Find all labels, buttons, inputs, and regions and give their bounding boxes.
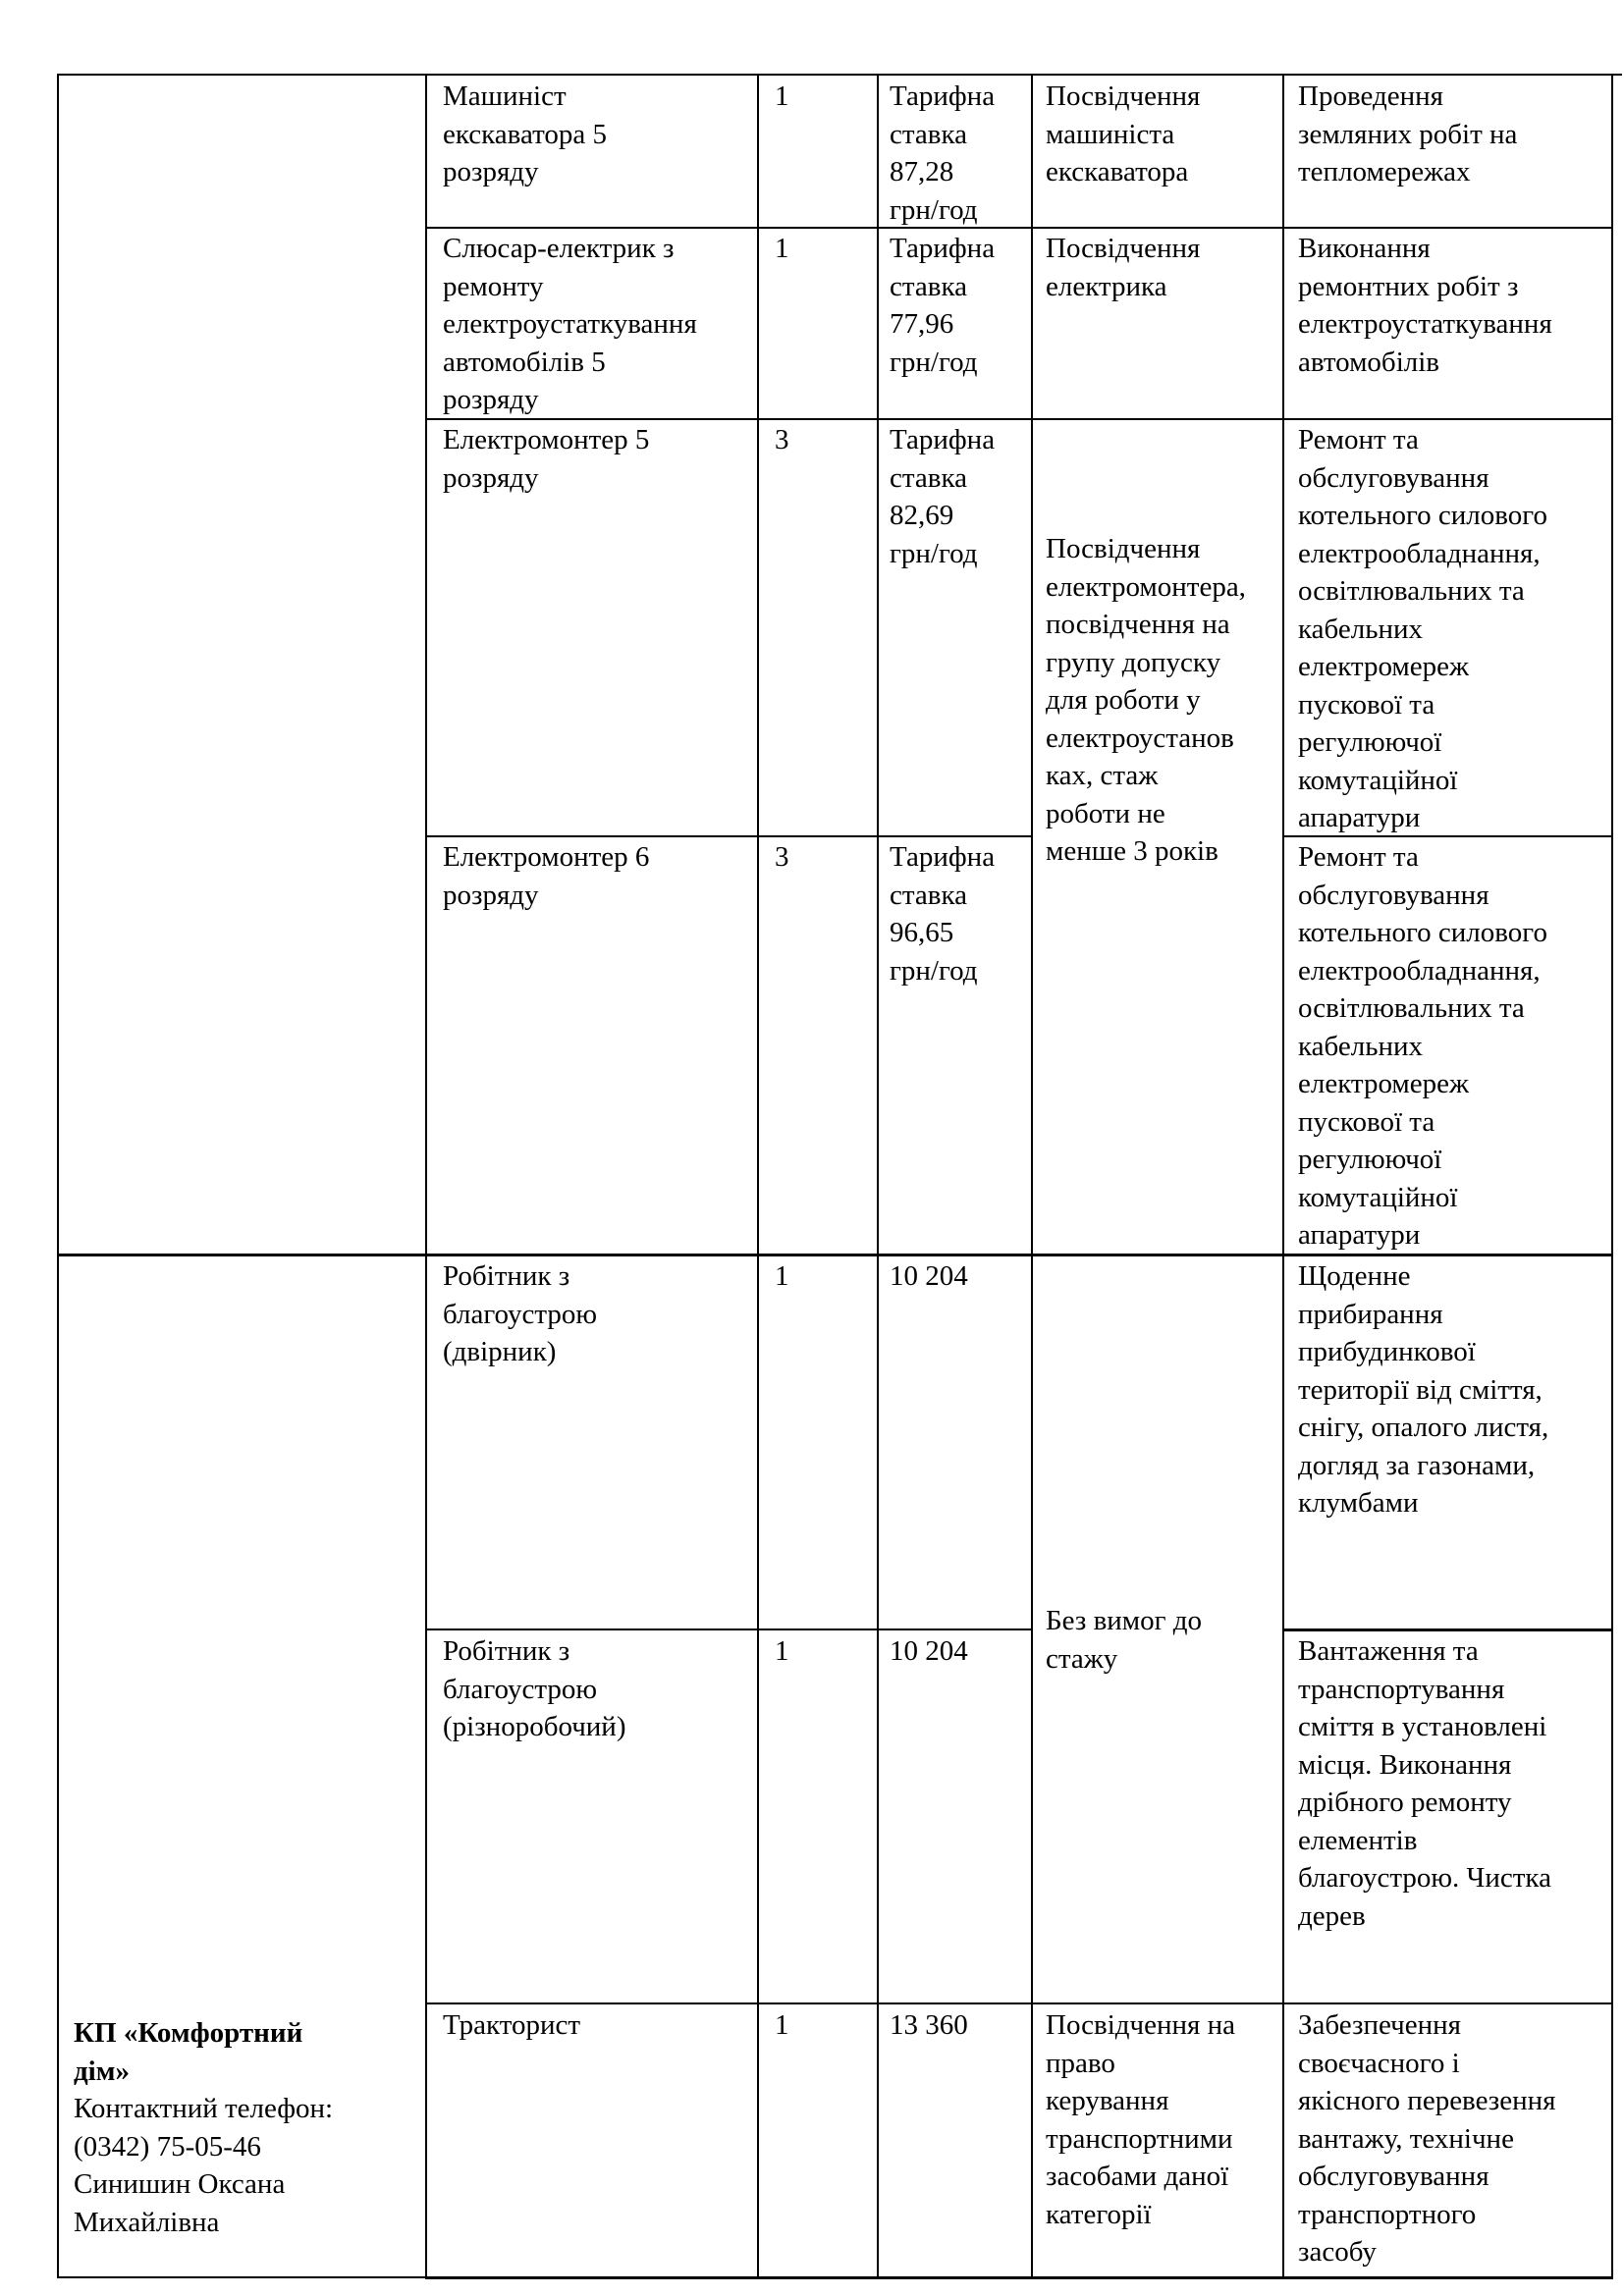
duties-cell: Ремонт та обслуговування котельного силового електрообладнання, освітлювальних та кабельних електромереж пускової та регулюючої комутаційної апаратури <box>1298 841 1547 1251</box>
row-divider-5a <box>425 1629 1033 1630</box>
duties-cell: Забезпечення своєчасного і якісного перевезення вантажу, технічне обслуговування транспортного засобу <box>1298 2009 1556 2268</box>
column-divider-2 <box>757 74 759 2278</box>
position-cell: Слюсар-електрик з ремонту електроустаткування автомобілів 5 розряду <box>443 233 697 415</box>
pay-cell: 10 204 <box>890 1635 968 1667</box>
pay-cell: 13 360 <box>890 2009 968 2041</box>
column-divider-4 <box>1031 74 1033 2278</box>
count-cell: 1 <box>775 1260 789 1292</box>
employer-contact-block <box>74 2014 333 2241</box>
requirements-cell: Посвідчення електрика <box>1046 233 1201 302</box>
pay-cell: Тарифна ставка 77,96 грн/год <box>890 233 996 378</box>
count-cell: 1 <box>775 80 789 112</box>
employer-name: КП «Комфортний дім» <box>74 2017 303 2087</box>
table-border-right <box>1611 74 1613 2278</box>
duties-cell: Виконання ремонтних робіт з електроустаткування автомобілів <box>1298 233 1552 378</box>
table-border-bottom <box>425 2276 1613 2279</box>
pay-cell: Тарифна ставка 96,65 грн/год <box>890 841 996 987</box>
count-cell: 1 <box>775 2009 789 2041</box>
contact-person: Синишин Оксана Михайлівна <box>74 2168 286 2238</box>
duties-cell: Проведення земляних робіт на тепломережах <box>1298 80 1518 187</box>
count-cell: 1 <box>775 1635 789 1667</box>
table-border-top <box>57 74 1622 76</box>
count-cell: 3 <box>775 424 789 455</box>
position-cell: Тракторист <box>443 2009 581 2041</box>
row-divider-6 <box>425 2002 1613 2004</box>
pay-cell: Тарифна ставка 87,28 грн/год <box>890 80 996 226</box>
column-divider-5 <box>1282 74 1284 2278</box>
position-cell: Робітник з благоустрою (двірник) <box>443 1260 598 1367</box>
merged-requirements-cell: Без вимог до стажу <box>1046 1605 1203 1675</box>
requirements-cell: Посвідчення машиніста екскаватора <box>1046 80 1201 187</box>
position-cell: Машиніст екскаватора 5 розряду <box>443 80 607 187</box>
row-divider-3a <box>425 835 1033 837</box>
duties-cell: Вантаження та транспортування сміття в установлені місця. Виконання дрібного ремонту елементів благоустрою. Чистка дерев <box>1298 1635 1551 1932</box>
column-divider-1 <box>425 74 427 2278</box>
phone-number: (0342) 75-05-46 <box>74 2130 261 2163</box>
requirements-cell: Посвідчення на право керування транспортними засобами даної категорії <box>1046 2009 1236 2230</box>
pay-cell: 10 204 <box>890 1260 968 1292</box>
phone-label: Контактний телефон: <box>74 2093 334 2124</box>
row-divider-1 <box>425 227 1613 229</box>
table-border-left <box>57 74 59 2278</box>
duties-cell: Ремонт та обслуговування котельного силового електрообладнання, освітлювальних та кабельних електромереж пускової та регулюючої комутаційної апаратури <box>1298 424 1547 833</box>
table-border-bottom-left <box>57 2276 427 2278</box>
row-divider-5b <box>1282 1629 1613 1631</box>
duties-cell: Щоденне прибирання прибудинкової території від сміття, снігу, опалого листя, догляд за газонами, клумбами <box>1298 1260 1549 1519</box>
count-cell: 3 <box>775 841 789 873</box>
position-cell: Електромонтер 5 розряду <box>443 424 650 494</box>
pay-cell: Тарифна ставка 82,69 грн/год <box>890 424 996 569</box>
count-cell: 1 <box>775 233 789 264</box>
position-cell: Електромонтер 6 розряду <box>443 841 650 911</box>
position-cell: Робітник з благоустрою (різноробочий) <box>443 1635 626 1742</box>
column-divider-3 <box>877 74 879 2278</box>
merged-requirements-cell: Посвідчення електромонтера, посвідчення на групу допуску для роботи у електроустанов ках, стаж роботи не менше 3 років <box>1046 533 1246 867</box>
